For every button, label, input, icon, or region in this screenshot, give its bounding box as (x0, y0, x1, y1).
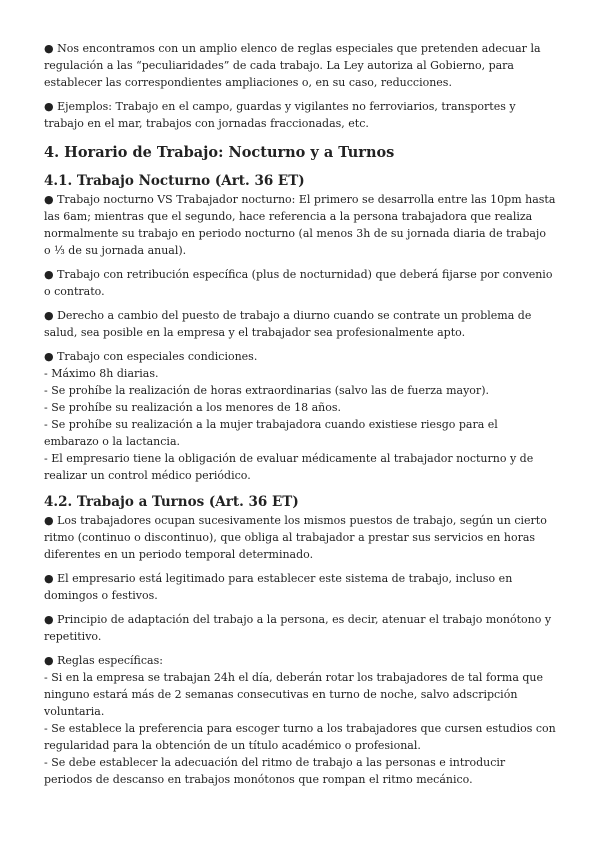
night-paragraph-1: ● Trabajo nocturno VS Trabajador nocturno: El primero se desarrolla entre las 10pm hasta las 6am; mientras que el segundo, hace referencia a la persona trabajadora que realiza normalmente su trabajo en periodo nocturno (al menos 3h de su jornada diaria de trabajo o ⅓ de su jornada anual). (44, 193, 556, 257)
night-work-heading: 4.1. Trabajo Nocturno (Art. 36 ET) (44, 173, 305, 189)
night-list-item-2: - Se prohíbe la realización de horas extraordinarias (salvo las de fuerza mayor). (44, 384, 489, 397)
night-paragraph-2: ● Trabajo con retribución específica (plus de nocturnidad) que deberá fijarse por convenio o contrato. (44, 268, 553, 298)
shift-work-heading: 4.2. Trabajo a Turnos (Art. 36 ET) (44, 494, 299, 510)
night-paragraph-4: ● Trabajo con especiales condiciones. (44, 350, 258, 363)
night-paragraph-3: ● Derecho a cambio del puesto de trabajo a diurno cuando se contrate un problema de salud, sea posible en la empresa y el trabajador sea profesionalmente apto. (44, 309, 532, 339)
night-list-item-3: - Se prohíbe su realización a los menores de 18 años. (44, 401, 341, 414)
shift-list-item-2: - Se establece la preferencia para escoger turno a los trabajadores que cursen estudios con regularidad para la obtención de un título académico o profesional. (44, 722, 556, 752)
night-list-item-4: - Se prohíbe su realización a la mujer trabajadora cuando existiese riesgo para el embarazo o la lactancia. (44, 418, 498, 448)
shift-paragraph-4: ● Reglas específicas: (44, 654, 163, 667)
section-4-heading: 4. Horario de Trabajo: Nocturno y a Turnos (44, 144, 395, 161)
shift-paragraph-2: ● El empresario está legitimado para establecer este sistema de trabajo, incluso en domingos o festivos. (44, 572, 513, 602)
night-list-item-5: - El empresario tiene la obligación de evaluar médicamente al trabajador nocturno y de realizar un control médico periódico. (44, 452, 534, 482)
night-list-item-1: - Máximo 8h diarias. (44, 367, 159, 380)
intro-paragraph-2: ● Ejemplos: Trabajo en el campo, guardas y vigilantes no ferroviarios, transportes y trabajo en el mar, trabajos con jornadas fraccionadas, etc. (44, 100, 516, 130)
shift-paragraph-1: ● Los trabajadores ocupan sucesivamente los mismos puestos de trabajo, según un cierto ritmo (continuo o discontinuo), que obliga al trabajador a prestar sus servicios en horas diferentes en un periodo temporal determinado. (44, 514, 547, 561)
shift-paragraph-3: ● Principio de adaptación del trabajo a la persona, es decir, atenuar el trabajo monótono y repetitivo. (44, 613, 552, 643)
intro-paragraph-1: ● Nos encontramos con un amplio elenco de reglas especiales que pretenden adecuar la regulación a las “peculiaridades” de cada trabajo. La Ley autoriza al Gobierno, para establecer las correspondientes ampliaciones o, en su caso, reducciones. (44, 42, 541, 89)
shift-list-item-3: - Se debe establecer la adecuación del ritmo de trabajo a las personas e introducir periodos de descanso en trabajos monótonos que rompan el ritmo mecánico. (44, 756, 506, 786)
shift-list-item-1: - Si en la empresa se trabajan 24h el día, deberán rotar los trabajadores de tal forma que ninguno estará más de 2 semanas consecutivas en turno de noche, salvo adscripción voluntaria. (44, 671, 544, 718)
